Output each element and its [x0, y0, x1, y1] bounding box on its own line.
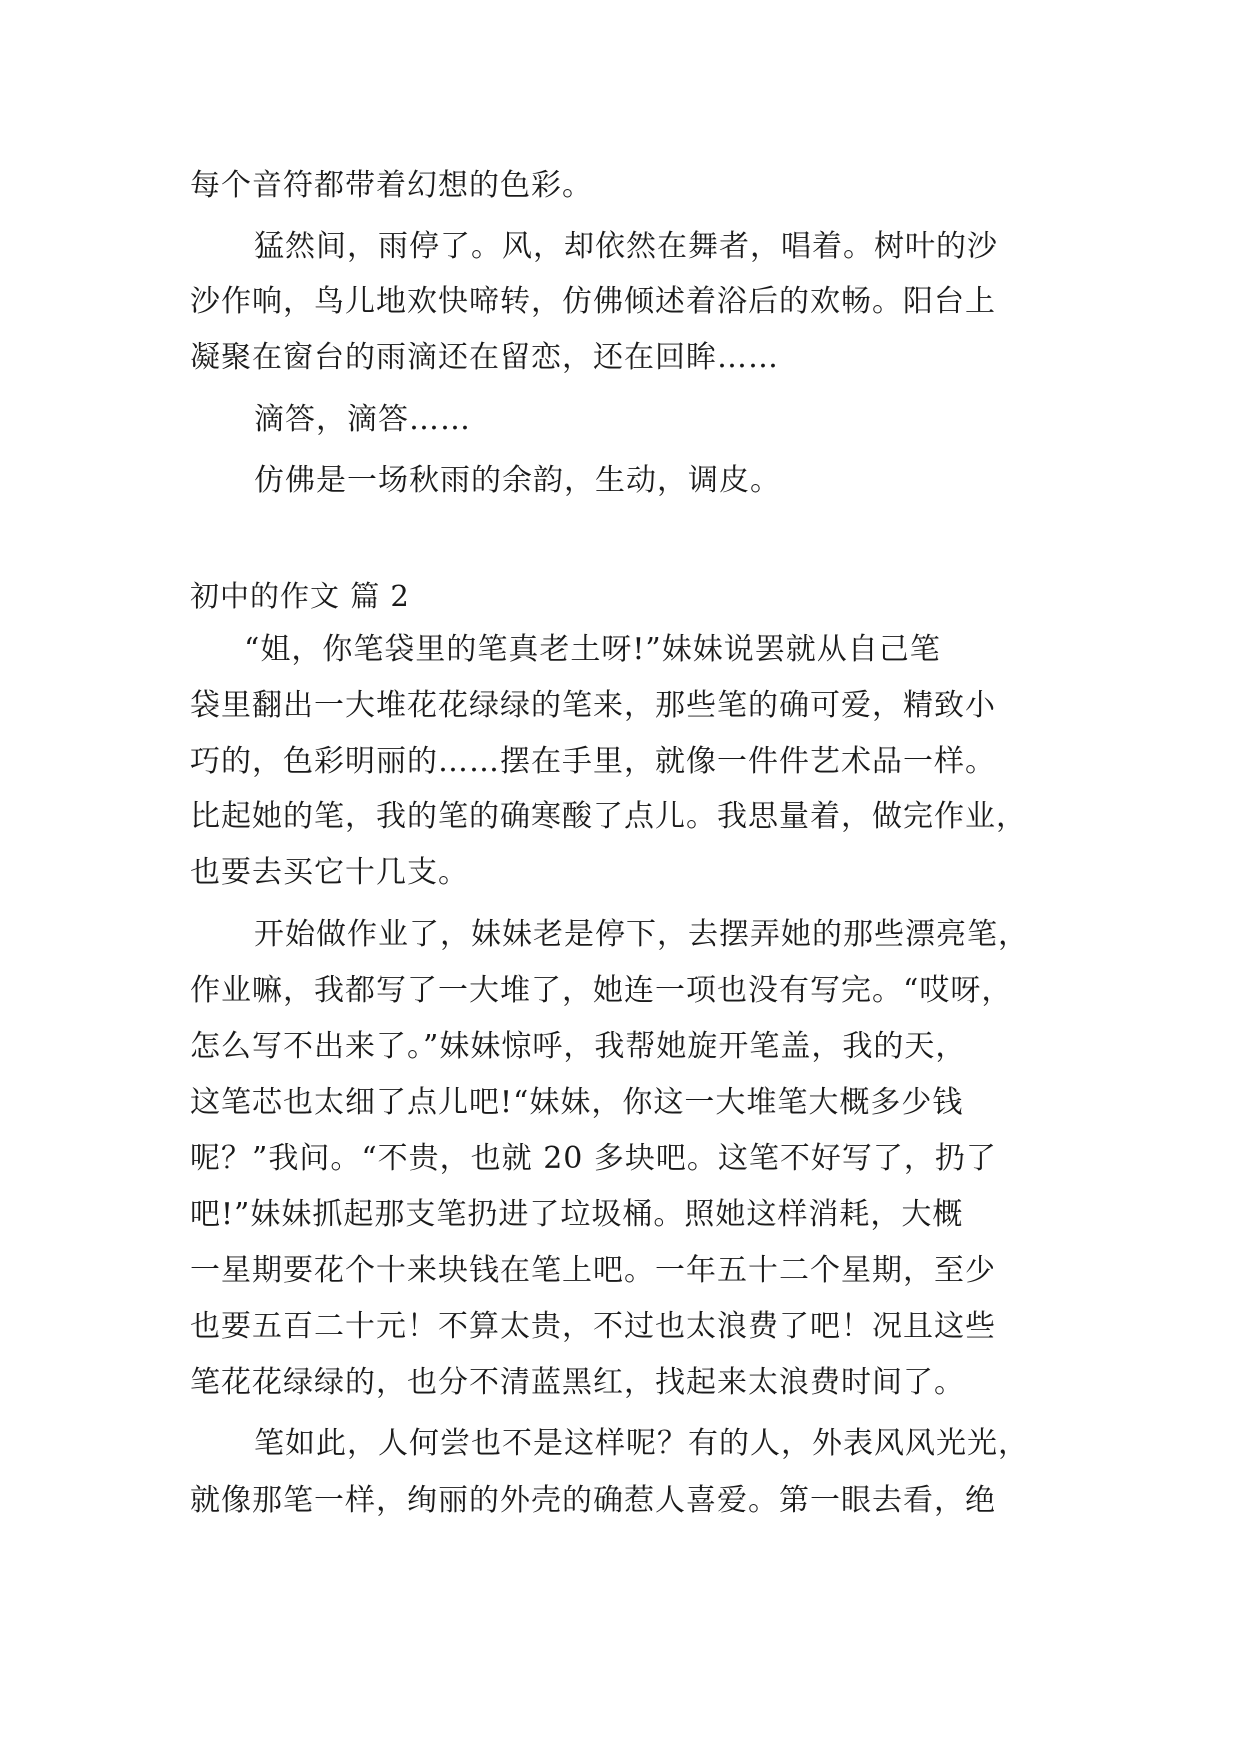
section-heading: 初中的作文 篇 2: [190, 579, 410, 613]
paragraph-line: 吧!”妹妹抓起那支笔扔进了垃圾桶。照她这样消耗，大概: [190, 1197, 964, 1232]
paragraph-line: 每个音符都带着幻想的色彩。: [190, 168, 593, 203]
paragraph-line: 滴答，滴答……: [254, 402, 471, 437]
paragraph-line: 一星期要花个十来块钱在笔上吧。一年五十二个星期，至少: [190, 1253, 996, 1288]
paragraph-line: 猛然间，雨停了。风，却依然在舞者，唱着。树叶的沙: [254, 229, 998, 264]
paragraph-line: 凝聚在窗台的雨滴还在留恋，还在回眸……: [190, 340, 779, 375]
paragraph-line: 怎么写不出来了。”妹妹惊呼，我帮她旋开笔盖，我的天，: [190, 1029, 967, 1064]
paragraph-line: 也要五百二十元！不算太贵，不过也太浪费了吧！况且这些: [190, 1309, 996, 1344]
paragraph-line: 这笔芯也太细了点儿吧!“妹妹，你这一大堆笔大概多少钱: [190, 1085, 964, 1120]
paragraph-line: 沙作响，鸟儿地欢快啼转，仿佛倾述着浴后的欢畅。阳台上: [190, 284, 996, 319]
paragraph-line: 也要去买它十几支。: [190, 855, 469, 890]
paragraph-line: 笔如此，人何尝也不是这样呢？有的人，外表风风光光，: [254, 1426, 1029, 1461]
paragraph-line: 作业嘛，我都写了一大堆了，她连一项也没有写完。“哎呀，: [190, 973, 1013, 1008]
paragraph-line: 巧的，色彩明丽的……摆在手里，就像一件件艺术品一样。: [190, 744, 996, 779]
paragraph-line: 比起她的笔，我的笔的确寒酸了点儿。我思量着，做完作业，: [190, 799, 1027, 834]
paragraph-line: 笔花花绿绿的，也分不清蓝黑红，找起来太浪费时间了。: [190, 1365, 965, 1400]
paragraph-line: “姐，你笔袋里的笔真老土呀!”妹妹说罢就从自己笔: [244, 632, 941, 667]
paragraph-line: 袋里翻出一大堆花花绿绿的笔来，那些笔的确可爱，精致小: [190, 688, 996, 723]
paragraph-line: 呢？”我问。“不贵，也就 20 多块吧。这笔不好写了，扔了: [190, 1141, 997, 1176]
paragraph-line: 就像那笔一样，绚丽的外壳的确惹人喜爱。第一眼去看，绝: [190, 1483, 996, 1518]
paragraph-line: 开始做作业了，妹妹老是停下，去摆弄她的那些漂亮笔，: [254, 917, 1029, 952]
paragraph-line: 仿佛是一场秋雨的余韵，生动，调皮。: [254, 463, 781, 498]
